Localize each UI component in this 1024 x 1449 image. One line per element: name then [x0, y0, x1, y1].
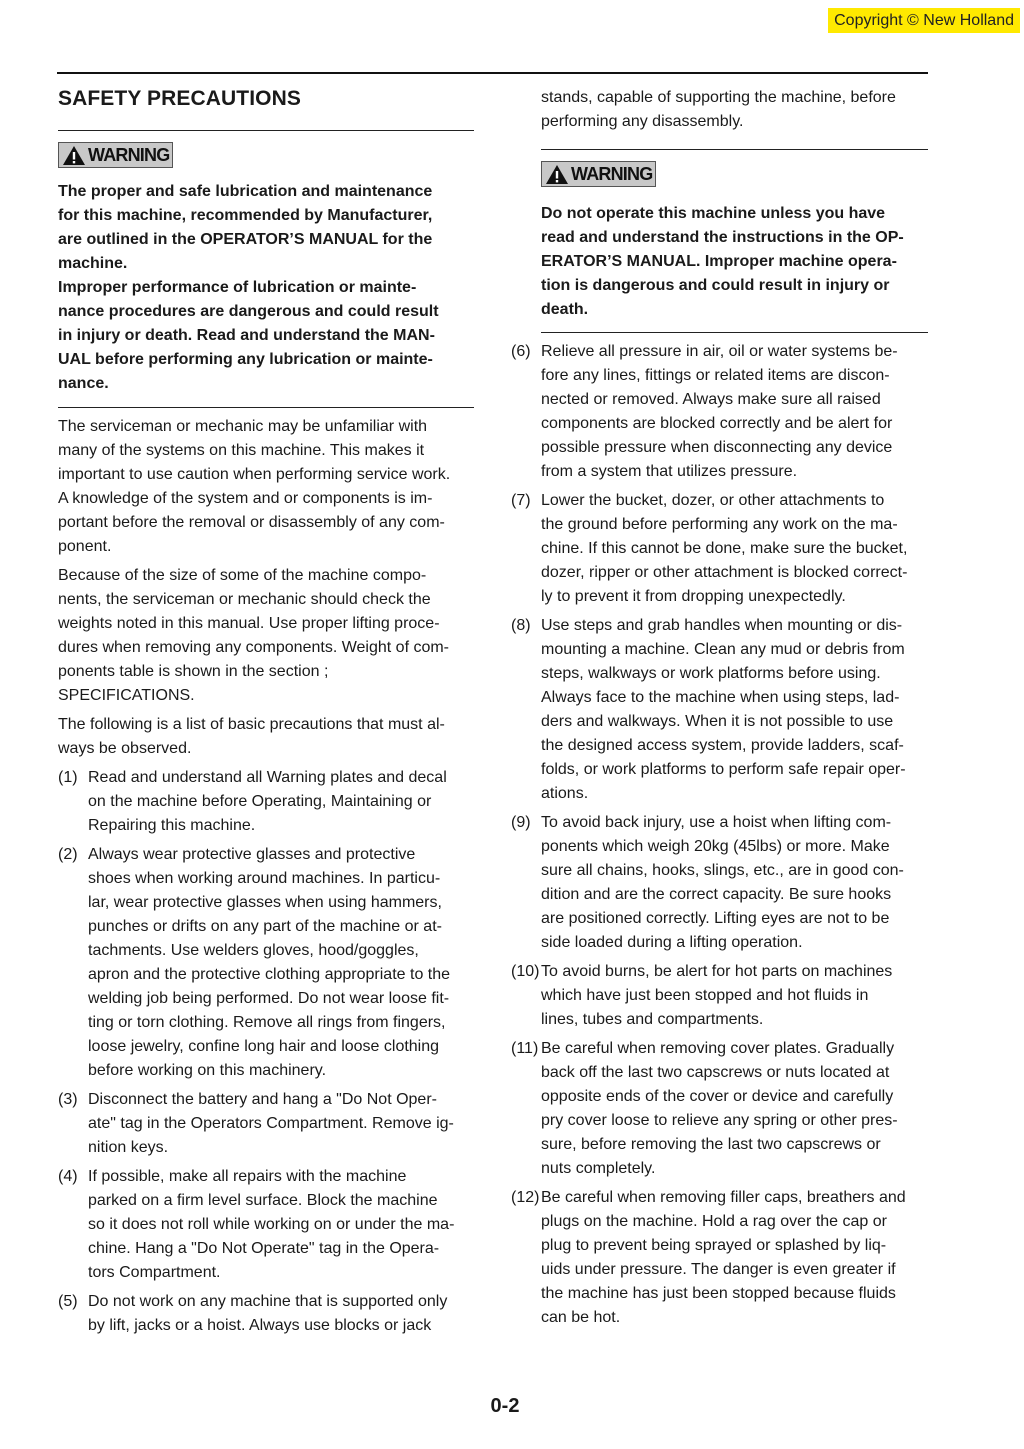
- warning-text-line: death.: [541, 300, 589, 318]
- item-text: [88, 766, 474, 838]
- right-precaution-list: [511, 340, 928, 1330]
- item-text-line: nuts completely.: [541, 1159, 656, 1177]
- item-text: [88, 1290, 474, 1338]
- item-text-line: welding job being performed. Do not wear loose fit-: [88, 989, 450, 1007]
- continuation-text: [541, 86, 928, 134]
- precaution-item: [511, 960, 928, 1032]
- item-text-line: ting or torn clothing. Remove all rings from fingers,: [88, 1013, 446, 1031]
- paragraph-line: The serviceman or mechanic may be unfamiliar with: [58, 417, 428, 435]
- left-column: [58, 130, 474, 1343]
- paragraph: [58, 713, 474, 761]
- item-text-line: dition and are the correct capacity. Be sure hooks: [541, 885, 892, 903]
- paragraph-line: portant before the removal or disassembly of any com-: [58, 513, 445, 531]
- precaution-item: [58, 1290, 474, 1338]
- item-text-line: folds, or work platforms to perform safe repair oper-: [541, 760, 906, 778]
- item-text-line: fore any lines, fittings or related items are discon-: [541, 366, 890, 384]
- left-warning-text: [58, 180, 474, 396]
- item-text: [541, 1186, 928, 1330]
- item-text-line: ly to prevent it from dropping unexpectedly.: [541, 587, 846, 605]
- item-number: (11): [511, 1039, 539, 1057]
- paragraph-line: ponents table is shown in the section ;: [58, 662, 329, 680]
- item-text-line: before working on this machinery.: [88, 1061, 327, 1079]
- paragraph-line: weights noted in this manual. Use proper lifting proce-: [58, 614, 440, 632]
- item-text-line: are positioned correctly. Lifting eyes are not to be: [541, 909, 890, 927]
- item-text-line: ponents which weigh 20kg (45lbs) or more. Make: [541, 837, 890, 855]
- item-text-line: ders and walkways. When it is not possible to use: [541, 712, 894, 730]
- item-text-line: from a system that utilizes pressure.: [541, 462, 798, 480]
- item-text-line: lines, tubes and compartments.: [541, 1010, 764, 1028]
- precaution-item: [58, 766, 474, 838]
- item-text-line: so it does not roll while working on or under the ma-: [88, 1215, 455, 1233]
- item-number: (1): [58, 768, 78, 786]
- item-text-line: dozer, ripper or other attachment is blocked correct-: [541, 563, 908, 581]
- item-text-line: Always wear protective glasses and protective: [88, 845, 416, 863]
- precaution-item: [58, 1165, 474, 1285]
- paragraph: [58, 564, 474, 708]
- item-text-line: shoes when working around machines. In particu-: [88, 869, 441, 887]
- warning-text-line: The proper and safe lubrication and maintenance: [58, 182, 433, 200]
- item-text-line: side loaded during a lifting operation.: [541, 933, 803, 951]
- paragraph-line: ponent.: [58, 537, 112, 555]
- precaution-item: [58, 843, 474, 1083]
- item-text-line: Relieve all pressure in air, oil or water systems be-: [541, 342, 898, 360]
- item-text-line: Be careful when removing filler caps, breathers and: [541, 1188, 906, 1206]
- warning-text-line: read and understand the instructions in the OP-: [541, 228, 904, 246]
- item-text-line: the machine has just been stopped because fluids: [541, 1284, 896, 1302]
- warning-triangle-icon: [545, 164, 569, 185]
- warning-text-line: nance procedures are dangerous and could result: [58, 302, 439, 320]
- precaution-item: [511, 489, 928, 609]
- item-text-line: Always face to the machine when using steps, lad-: [541, 688, 900, 706]
- paragraph-line: Because of the size of some of the machine compo-: [58, 566, 427, 584]
- item-text-line: loose jewelry, confine long hair and loose clothing: [88, 1037, 440, 1055]
- item-text-line: mounting a machine. Clean any mud or debris from: [541, 640, 905, 658]
- item-text: [541, 489, 928, 609]
- item-text-line: To avoid burns, be alert for hot parts on machines: [541, 962, 893, 980]
- item-text-line: by lift, jacks or a hoist. Always use blocks or jack: [88, 1316, 432, 1334]
- paragraph-line: stands, capable of supporting the machine, before: [541, 89, 896, 106]
- item-text-line: apron and the protective clothing appropriate to the: [88, 965, 451, 983]
- paragraph: [58, 415, 474, 559]
- item-text-line: back off the last two capscrews or nuts located at: [541, 1063, 890, 1081]
- item-number: (12): [511, 1188, 540, 1206]
- paragraph-line: many of the systems on this machine. This makes it: [58, 441, 425, 459]
- warning-text-line: machine.: [58, 254, 128, 272]
- item-text-line: can be hot.: [541, 1308, 621, 1326]
- item-text-line: Disconnect the battery and hang a "Do Not Oper-: [88, 1090, 437, 1108]
- warning-text-line: UAL before performing any lubrication or mainte-: [58, 350, 433, 368]
- paragraph-line: nents, the serviceman or mechanic should check the: [58, 590, 431, 608]
- item-text-line: chine. Hang a "Do Not Operate" tag in the Opera-: [88, 1239, 440, 1257]
- paragraph-line: A knowledge of the system and or components is im-: [58, 489, 433, 507]
- item-text-line: punches or drifts on any part of the machine or at-: [88, 917, 442, 935]
- right-column: [511, 86, 928, 1335]
- warning-triangle-icon: [62, 145, 86, 166]
- paragraph-line: The following is a list of basic precautions that must al-: [58, 715, 445, 733]
- item-text-line: tors Compartment.: [88, 1263, 221, 1281]
- warning-text-line: in injury or death. Read and understand the MAN-: [58, 326, 435, 344]
- item-number: (6): [511, 342, 531, 360]
- item-text-line: ations.: [541, 784, 589, 802]
- precaution-item: [511, 1186, 928, 1330]
- item-text-line: the ground before performing any work on the ma-: [541, 515, 898, 533]
- item-text-line: opposite ends of the cover or device and carefully: [541, 1087, 894, 1105]
- page-number: 0-2: [490, 1395, 520, 1417]
- item-text: [541, 960, 928, 1032]
- item-text-line: sure all chains, hooks, slings, etc., are in good con-: [541, 861, 904, 879]
- right-warning-text: [541, 202, 928, 322]
- precaution-item: [511, 614, 928, 806]
- item-text-line: plug to prevent being sprayed or splashed by liq-: [541, 1236, 887, 1254]
- item-text-line: ate" tag in the Operators Compartment. Remove ig-: [88, 1114, 454, 1132]
- warning-text-line: nance.: [58, 374, 109, 392]
- item-text: [541, 614, 928, 806]
- item-text-line: Read and understand all Warning plates and decal: [88, 768, 447, 786]
- item-text-line: pry cover loose to relieve any spring or other pres-: [541, 1111, 898, 1129]
- item-number: (10): [511, 962, 540, 980]
- item-text-line: possible pressure when disconnecting any device: [541, 438, 893, 456]
- header-rule: [57, 72, 928, 74]
- item-text: [88, 1088, 474, 1160]
- precaution-item: [511, 1037, 928, 1181]
- item-number: (8): [511, 616, 531, 634]
- paragraph-line: ways be observed.: [58, 739, 192, 757]
- copyright-banner: Copyright © New Holland: [828, 8, 1020, 33]
- warning-text-line: ERATOR’S MANUAL. Improper machine opera-: [541, 252, 897, 270]
- item-text-line: lar, wear protective glasses when using hammers,: [88, 893, 442, 911]
- warning-text-line: are outlined in the OPERATOR’S MANUAL for the: [58, 230, 433, 248]
- item-text-line: which have just been stopped and hot fluids in: [541, 986, 869, 1004]
- item-text-line: To avoid back injury, use a hoist when lifting com-: [541, 813, 892, 831]
- warning-text-line: tion is dangerous and could result in injury or: [541, 276, 890, 294]
- item-text-line: If possible, make all repairs with the machine: [88, 1167, 407, 1185]
- paragraph-line: dures when removing any components. Weight of com-: [58, 638, 450, 656]
- item-text: [541, 811, 928, 955]
- item-text-line: nition keys.: [88, 1138, 169, 1156]
- item-text-line: components are blocked correctly and be alert for: [541, 414, 893, 432]
- item-text-line: tachments. Use welders gloves, hood/goggles,: [88, 941, 419, 959]
- item-text-line: Repairing this machine.: [88, 816, 256, 834]
- item-number: (2): [58, 845, 78, 863]
- item-text: [88, 843, 474, 1083]
- item-text-line: on the machine before Operating, Maintaining or: [88, 792, 432, 810]
- item-text-line: the designed access system, provide ladders, scaf-: [541, 736, 904, 754]
- precaution-item: [511, 340, 928, 484]
- warning-text-line: for this machine, recommended by Manufacturer,: [58, 206, 433, 224]
- warning-text-line: Do not operate this machine unless you have: [541, 204, 886, 222]
- item-text-line: Do not work on any machine that is supported only: [88, 1292, 448, 1310]
- warning-badge: [541, 161, 656, 187]
- item-text-line: parked on a firm level surface. Block the machine: [88, 1191, 438, 1209]
- item-text-line: steps, walkways or work platforms before using.: [541, 664, 881, 682]
- paragraph-line: SPECIFICATIONS.: [58, 686, 195, 704]
- item-text-line: chine. If this cannot be done, make sure the bucket,: [541, 539, 908, 557]
- precaution-item: [511, 811, 928, 955]
- item-number: (7): [511, 491, 531, 509]
- item-number: (5): [58, 1292, 78, 1310]
- item-text-line: sure, before removing the last two capscrews or: [541, 1135, 881, 1153]
- warning-label: WARNING: [88, 144, 170, 165]
- item-text-line: Lower the bucket, dozer, or other attachments to: [541, 491, 885, 509]
- item-text-line: Use steps and grab handles when mounting or dis-: [541, 616, 903, 634]
- warning-badge: [58, 142, 173, 168]
- warning-text-line: Improper performance of lubrication or mainte-: [58, 278, 417, 296]
- item-text: [88, 1165, 474, 1285]
- precaution-item: [58, 1088, 474, 1160]
- item-text-line: Be careful when removing cover plates. Gradually: [541, 1039, 895, 1057]
- item-text: [541, 1037, 928, 1181]
- paragraph-line: important to use caution when performing service work.: [58, 465, 451, 483]
- intro-section: [58, 415, 474, 761]
- left-precaution-list: [58, 766, 474, 1338]
- paragraph-line: performing any disassembly.: [541, 113, 744, 130]
- item-text-line: plugs on the machine. Hold a rag over the cap or: [541, 1212, 887, 1230]
- item-text-line: nected or removed. Always make sure all raised: [541, 390, 881, 408]
- item-number: (4): [58, 1167, 78, 1185]
- item-number: (9): [511, 813, 531, 831]
- item-number: (3): [58, 1090, 78, 1108]
- page-title: SAFETY PRECAUTIONS: [58, 87, 301, 110]
- item-text: [541, 340, 928, 484]
- warning-label: WARNING: [571, 163, 653, 184]
- item-text-line: uids under pressure. The danger is even greater if: [541, 1260, 896, 1278]
